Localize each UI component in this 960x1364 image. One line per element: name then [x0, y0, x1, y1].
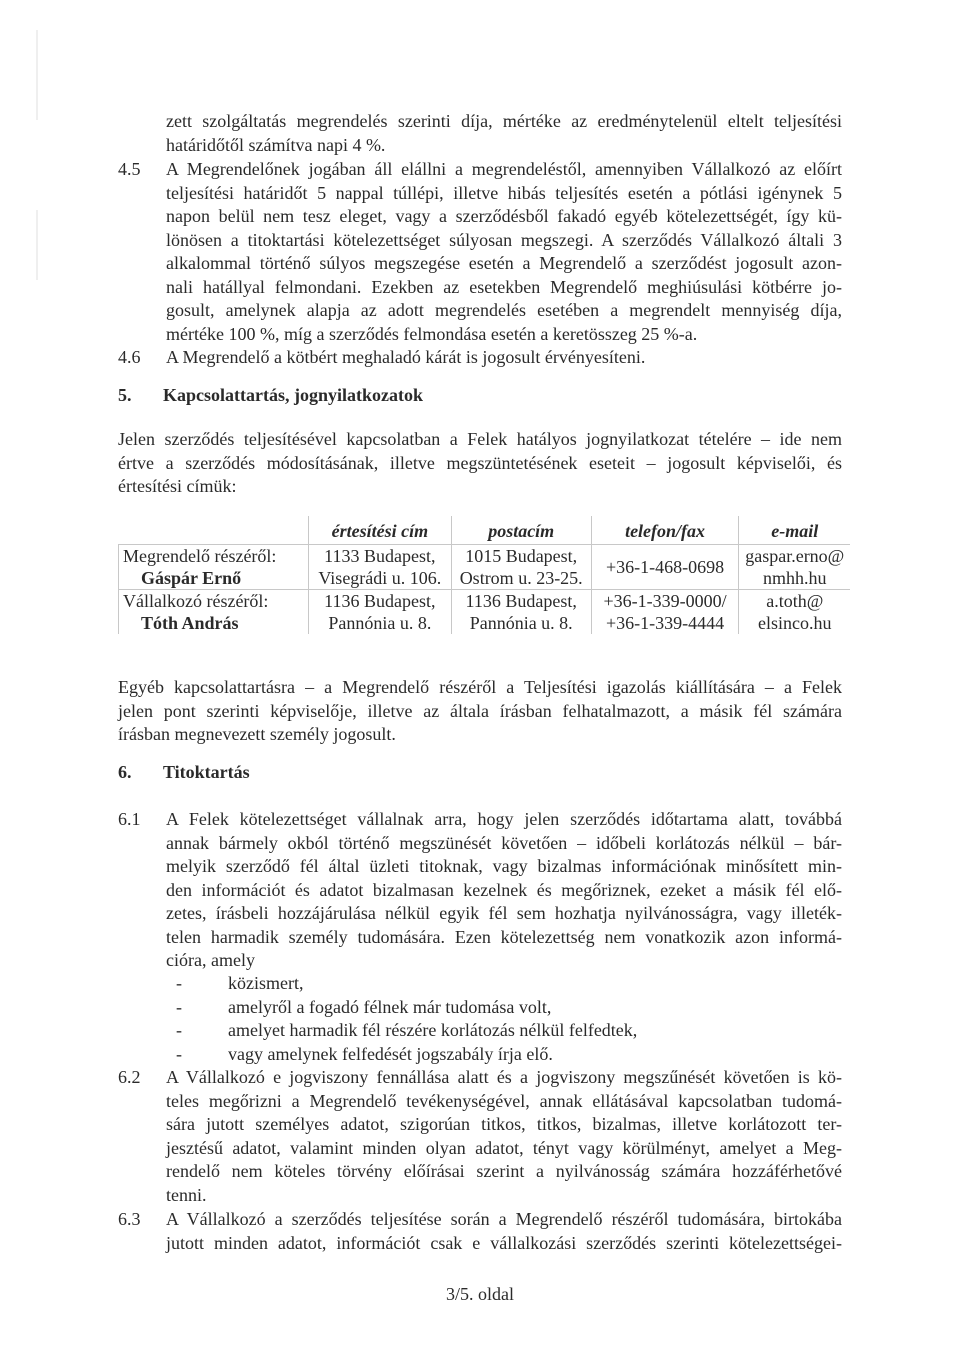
table-header-email: e-mail	[739, 516, 850, 545]
paragraph-6-1	[166, 808, 842, 973]
text-line: alkalommal történő súlyos megszegése esetén a Megrendelő a szerződést jogosult azon-	[166, 253, 842, 273]
scan-margin-mark	[36, 30, 38, 120]
page-footer-number: 3/5. oldal	[446, 1284, 514, 1304]
text-line: Jelen szerződés teljesítésével kapcsolatban a Felek hatályos jognyilatkozat tételére – ide nem	[118, 429, 842, 449]
list-item: - amelyről a fogadó félnek már tudomása volt,	[176, 996, 552, 1017]
phone-line: +36-1-339-4444	[605, 613, 725, 633]
text-line: A Felek kötelezettséget vállalnak arra, hogy jelen szerződés időtartama alatt, továbbá	[166, 809, 842, 829]
text-line: A Vállalkozó a szerződés teljesítése során a Megrendelő részéről tudomására, birtokába	[166, 1209, 842, 1229]
text-line: jutott minden adatot, információt csak e vállalkozási szerződés szerinti kötelezettségei-	[166, 1232, 842, 1253]
text-line: teljesítési határidőt 5 nappal túllépi, illetve hibás teljesítés esetén a pótlási igénynek 5	[166, 182, 842, 203]
paragraph-number-6-3: 6.3	[118, 1209, 141, 1229]
text-line: határidőtől számítva napi 4 %.	[166, 134, 386, 155]
email-cell	[739, 545, 850, 568]
text-line: nali hatállyal felmondani. Ezekben az esetekben Megrendelő meghiúsulási kötbérre jo-	[166, 276, 842, 297]
paragraph-number-4-6: 4.6	[118, 347, 141, 367]
list-item: - amelyet harmadik fél részére korlátozás nélkül felfedtek,	[176, 1020, 638, 1040]
table-row	[119, 567, 851, 590]
section-5-intro	[118, 428, 842, 499]
text-line: zett szolgáltatás megrendelés szerinti díja, mértéke az eredménytelenül eltelt teljesítési	[166, 111, 842, 131]
section-number: 6.	[118, 762, 132, 782]
text-line: sára jutott személyes adatot, szigorúan titkos, titkos, bizalmas, illetve korlátozott ter-	[166, 1114, 842, 1134]
paragraph-number-6-2: 6.2	[118, 1067, 141, 1087]
contact-name: Tóth András	[119, 612, 309, 634]
party-label: Megrendelő részéről:	[119, 545, 309, 568]
section-5-other-contact	[118, 676, 842, 747]
address-cell	[308, 590, 451, 613]
text-line: lönösen a titoktartási kötelezettséget súlyosan megszegi. A szerződés Vállalkozó általi 3	[166, 229, 842, 250]
list-item: - vagy amelynek felfedését jogszabály írja elő.	[176, 1043, 553, 1064]
email-cell	[739, 590, 850, 613]
postal-line: 1015 Budapest,	[465, 546, 578, 566]
paragraph-6-3	[166, 1208, 842, 1255]
text-line: teles megőrizni a Megrendelő tevékenységével, annak ellátásával kapcsolatban tudomá-	[166, 1090, 842, 1111]
list-item-text: közismert,	[228, 973, 304, 993]
text-line: A Vállalkozó e jogviszony fennállása alatt és a jogviszony megszűnését követően is kö-	[166, 1067, 842, 1087]
address-cell	[308, 567, 451, 590]
paragraph-number-6-1: 6.1	[118, 809, 141, 829]
text-line: Egyéb kapcsolattartásra – a Megrendelő részéről a Teljesítési igazolás kiállítására – a Felek	[118, 677, 842, 697]
email-cell	[739, 612, 850, 634]
scan-margin-mark	[36, 210, 38, 280]
text-line: értve a szerződés módosításának, illetve megszüntetésének eseteit – jogosult képviselői, és	[118, 452, 842, 473]
table-header-address: értesítési cím	[308, 516, 451, 545]
text-line: írásban megnevezett személy jogosult.	[118, 724, 396, 744]
phone-cell	[591, 612, 739, 634]
postal-line: Ostrom u. 23-25.	[459, 568, 583, 588]
address-line: 1136 Budapest,	[324, 591, 436, 611]
email-line: gaspar.erno@	[745, 546, 845, 566]
address-line: Pannónia u. 8.	[328, 613, 432, 633]
table-row	[119, 612, 851, 634]
section-title: Kapcsolattartás, jognyilatkozatok	[163, 385, 423, 405]
table-header-phone: telefon/fax	[591, 516, 739, 545]
table-row	[119, 545, 851, 568]
table-row	[119, 590, 851, 613]
paragraph-6-2	[166, 1066, 842, 1207]
email-line: a.toth@	[766, 591, 824, 611]
paragraph-4-4-continuation	[166, 110, 842, 157]
text-line: A Megrendelőnek jogában áll elállni a megrendeléstől, amennyiben Vállalkozó az előírt	[166, 159, 842, 179]
text-line: napon belül nem tesz eleget, vagy a szerződésből fakadó egyéb kötelezettségét, így kü-	[166, 206, 842, 226]
text-line: melyik szerződő fél által üzleti titoknak, vagy bizalmas információnak minősített min-	[166, 856, 842, 876]
postal-cell	[451, 567, 591, 590]
postal-line: Pannónia u. 8.	[469, 613, 573, 633]
list-item-text: vagy amelynek felfedését jogszabály írja elő.	[228, 1043, 553, 1064]
contact-name: Gáspár Ernő	[119, 567, 309, 590]
text-line: den információt és adatot bizalmasan kezelnek és megőriznek, ezeket a másik fél elő-	[166, 879, 842, 900]
text-line: rendelő nem köteles törvény előírásai szerint a nyilvánosság számára hozzáférhetővé	[166, 1161, 842, 1181]
list-item-text: amelyet harmadik fél részére korlátozás nélkül felfedtek,	[228, 1020, 638, 1040]
postal-line: 1136 Budapest,	[465, 591, 577, 611]
email-line: nmhh.hu	[762, 568, 827, 588]
section-number: 5.	[118, 385, 132, 405]
exception-list	[176, 972, 637, 1066]
email-line: elsinco.hu	[757, 613, 832, 633]
section-title: Titoktartás	[163, 762, 250, 782]
text-line: gosult, amelynek alapja az adott megrendelés esetében a megrendelt mennyiség díja,	[166, 300, 842, 320]
text-line: mértéke 100 %, míg a szerződés felmondása esetén a keretösszeg 25 %-a.	[166, 323, 698, 344]
text-line: telen harmadik személy tudomására. Ezen kötelezettség nem vonatkozik azon informá-	[166, 926, 842, 947]
phone-cell	[591, 590, 739, 613]
phone-cell	[591, 545, 739, 590]
list-item-text: amelyről a fogadó félnek már tudomása volt,	[228, 996, 552, 1017]
contact-table	[118, 516, 850, 634]
party-label: Vállalkozó részéről:	[119, 590, 309, 613]
table-header-row	[119, 516, 851, 545]
table-header-postal: postacím	[451, 516, 591, 545]
table-header-blank	[119, 516, 309, 545]
address-cell	[308, 545, 451, 568]
text-line: jelen pont szerinti képviselője, illetve az általa írásban felhatalmazott, a másik fél számára	[118, 700, 842, 721]
phone-line: +36-1-339-0000/	[603, 591, 727, 611]
text-line: annak bármely okból történő megszünését követően – időbeli korlátozás nélkül – bár-	[166, 832, 842, 853]
postal-cell	[451, 590, 591, 613]
text-line: tenni.	[166, 1184, 207, 1205]
postal-cell	[451, 545, 591, 568]
paragraph-4-6	[166, 346, 842, 370]
address-line: 1133 Budapest,	[324, 546, 436, 566]
paragraph-4-5	[166, 158, 842, 346]
text-line: zetes, írásbeli hozzájárulása nélkül egyik fél sem hozhatja nyilvánosságra, vagy illeték-	[166, 903, 842, 923]
address-cell	[308, 612, 451, 634]
text-line: értesítési címük:	[118, 476, 237, 496]
email-cell	[739, 567, 850, 590]
text-line: A Megrendelő a kötbért meghaladó kárát is jogosult érvényesíteni.	[166, 347, 646, 367]
address-line: Visegrádi u. 106.	[318, 568, 442, 588]
phone-line: +36-1-468-0698	[605, 557, 725, 577]
postal-cell	[451, 612, 591, 634]
paragraph-number-4-5: 4.5	[118, 159, 141, 179]
text-line: jesztésű adatot, valamint minden olyan adatot, tényt vagy körülményt, amelyet a Meg-	[166, 1137, 842, 1158]
text-line: cióra, amely	[166, 950, 255, 970]
list-item: - közismert,	[176, 973, 304, 993]
